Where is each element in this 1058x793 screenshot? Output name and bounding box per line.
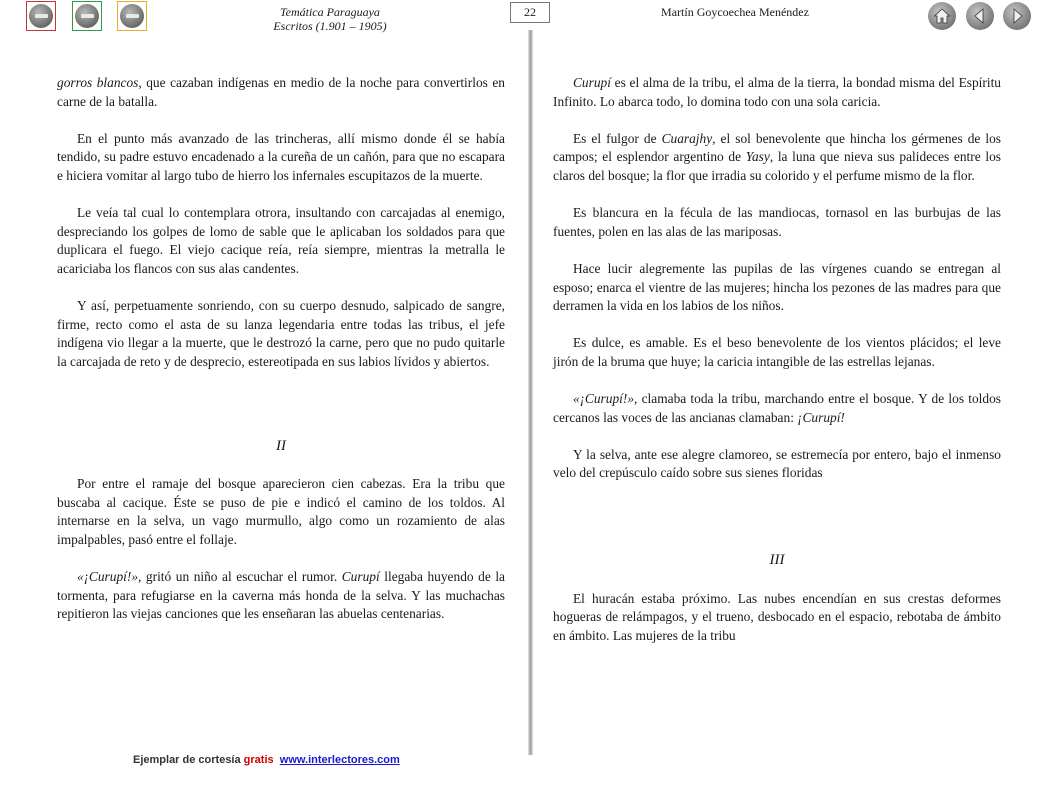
page-divider bbox=[528, 30, 533, 755]
topic-title: Temática Paraguaya bbox=[280, 5, 380, 19]
paragraph: El huracán estaba próximo. Las nubes encendían en sus crestas deformes hogueras de relámpagos, y el trueno, desbocado en el espacio, rebotaba de ámbito en ámbito. Las mujeres de la tribu bbox=[553, 590, 1001, 643]
footer-gratis: gratis bbox=[243, 754, 274, 766]
right-column bbox=[553, 74, 1001, 645]
window-button-yellow[interactable] bbox=[117, 1, 147, 31]
arrow-left-icon bbox=[971, 7, 989, 25]
window-button-red[interactable] bbox=[26, 1, 56, 31]
arrow-right-icon bbox=[1008, 7, 1026, 25]
footer-label: Ejemplar de cortesía bbox=[133, 754, 241, 766]
minus-icon bbox=[75, 4, 99, 28]
paragraph: Es blancura en la fécula de las mandiocas, tornasol en las burbujas de las fuentes, polen en las alas de las mariposas. bbox=[553, 205, 1001, 239]
paragraph: «¡Curupí!», gritó un niño al escuchar el rumor. Curupí llegaba huyendo de la tormenta, para refugiarse en la caverna más honda de la selva. Y las muchachas repitieron las viejas canciones que les enseñaran las abuelas centenarias. bbox=[57, 569, 505, 622]
paragraph: «¡Curupí!», clamaba toda la tribu, marchando entre el bosque. Y de los toldos cercanos las voces de las ancianas clamaban: ¡Curupí! bbox=[553, 391, 1001, 425]
paragraph: Y así, perpetuamente sonriendo, con su cuerpo desnudo, salpicado de sangre, firme, recto como el asta de su lanza legendaria entre todas las tribus, el jefe indígena vio llegar a la muerte, que le destrozó la carne, pero que no pudo quitarle la carcajada de reto y de desprecio, estereotipada en sus labios lívidos y abiertos. bbox=[57, 298, 505, 369]
previous-page-button[interactable] bbox=[966, 2, 994, 30]
paragraph: Es dulce, es amable. Es el beso benevolente de los vientos plácidos; el leve jirón de la bruma que huye; la caricia intangible de las estrellas lejanas. bbox=[553, 335, 1001, 369]
paragraph: En el punto más avanzado de las trincheras, allí mismo donde él se había tendido, su padre estuvo encadenado a la cureña de un cañón, para que no escapara e hiciera vomitar al largo tubo de hierro los infernales escupitazos de la muerte. bbox=[57, 130, 505, 183]
minus-icon bbox=[29, 4, 53, 28]
paragraph: gorros blancos, que cazaban indígenas en medio de la noche para convertirlos en carne de la batalla. bbox=[57, 75, 505, 109]
topic-subtitle: Escritos (1.901 – 1905) bbox=[273, 19, 387, 33]
paragraph: Hace lucir alegremente las pupilas de las vírgenes cuando se entregan al esposo; enarca el vientre de las mujeres; hincha los pezones de las madres para que derramen la vida en los labios de los niños. bbox=[553, 260, 1001, 314]
section-heading: II bbox=[276, 437, 286, 454]
topic-header bbox=[250, 5, 410, 33]
author-name: Martín Goycoechea Menéndez bbox=[661, 5, 809, 19]
next-page-button[interactable] bbox=[1003, 2, 1031, 30]
minus-icon bbox=[120, 4, 144, 28]
home-icon bbox=[933, 7, 951, 25]
page-number: 22 bbox=[510, 2, 550, 23]
footer bbox=[133, 754, 400, 766]
section-heading: III bbox=[769, 552, 785, 569]
paragraph: Curupí es el alma de la tribu, el alma de la tierra, la bondad misma del Espíritu Infinito. Lo abarca todo, lo domina todo con una sola caricia. bbox=[553, 75, 1001, 109]
window-button-green[interactable] bbox=[72, 1, 102, 31]
footer-link[interactable]: www.interlectores.com bbox=[279, 754, 400, 766]
paragraph: Es el fulgor de Cuarajhy, el sol benevolente que hincha los gérmenes de los campos; el esplendor argentino de Yasy, la luna que nieva sus palideces entre los claros del bosque; la flor que irradia su colorido y el perfume mismo de la flor. bbox=[553, 130, 1002, 183]
left-column bbox=[57, 74, 505, 624]
paragraph: Le veía tal cual lo contemplara otrora, insultando con carcajadas al enemigo, despreciando los golpes de lomo de sable que le aplicaban los soldados para que duplicara el fuego. El viejo cacique reía, reía siempre, mientras la metralla le acariciaba los flancos con sus alas candentes. bbox=[57, 205, 505, 276]
home-button[interactable] bbox=[928, 2, 956, 30]
paragraph: Por entre el ramaje del bosque aparecieron cien cabezas. Era la tribu que buscaba al cacique. Éste se puso de pie e indicó el camino de los toldos. Al internarse en la selva, un vago murmullo, algo como un rozamiento de alas impalpables, pasó entre el follaje. bbox=[57, 476, 505, 547]
paragraph: Y la selva, ante ese alegre clamoreo, se estremecía por entero, bajo el inmenso velo del crepúsculo caído sobre sus sienes floridas bbox=[553, 446, 1001, 481]
